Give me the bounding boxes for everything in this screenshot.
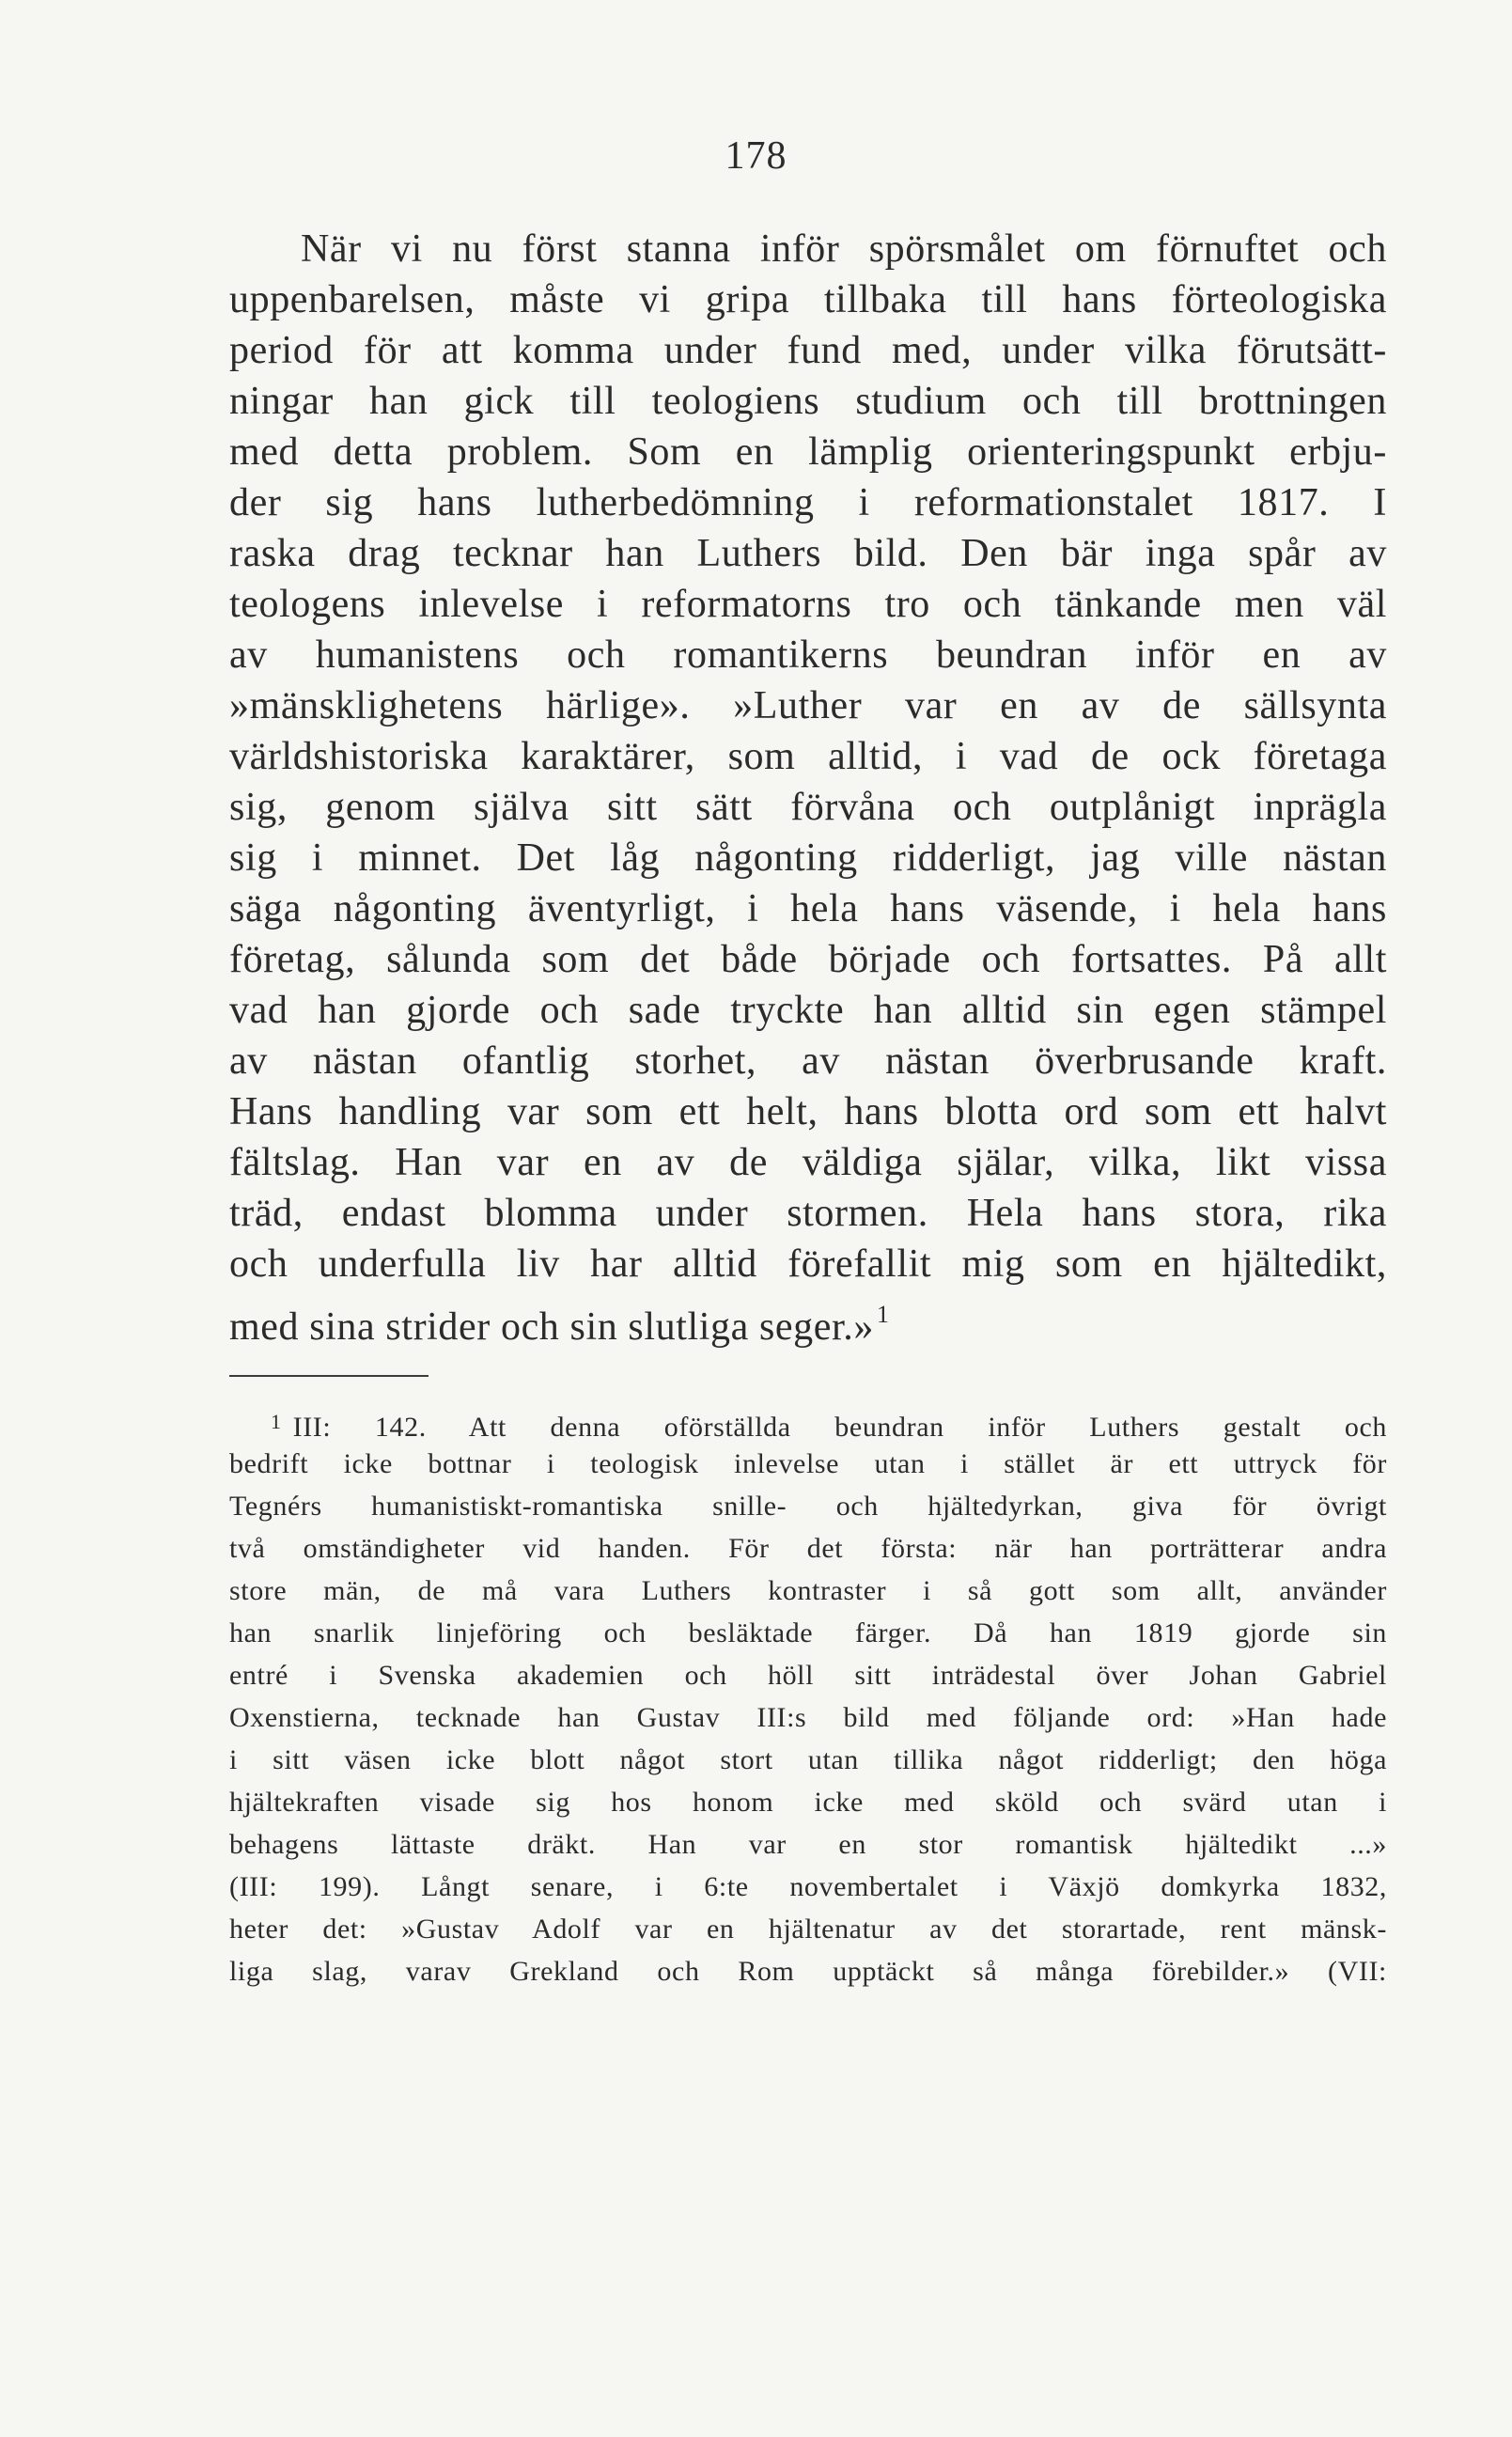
text-line: uppenbarelsen, måste vi gripa tillbaka till hans förteologiska bbox=[229, 278, 1387, 321]
text-line: teologens inlevelse i reformatorns tro och tänkande men väl bbox=[229, 583, 1387, 626]
text-line: med detta problem. Som en lämplig orienteringspunkt erbju- bbox=[229, 430, 1387, 474]
text-line: sig i minnet. Det låg någonting ridderligt, jag ville nästan bbox=[229, 836, 1387, 880]
footnote-line bbox=[229, 1400, 1387, 1443]
footnote-line: heter det: »Gustav Adolf var en hjältenatur av det storartade, rent mänsk- bbox=[229, 1914, 1387, 1945]
footnote-line: store män, de må vara Luthers kontraster i så gott som allt, använder bbox=[229, 1575, 1387, 1606]
footnote-line: han snarlik linjeföring och besläktade färger. Då han 1819 gjorde sin bbox=[229, 1617, 1387, 1648]
text-line: der sig hans lutherbedömning i reformationstalet 1817. I bbox=[229, 481, 1387, 524]
text-line: världshistoriska karaktärer, som alltid, i vad de ock företaga bbox=[229, 735, 1387, 778]
text-line: träd, endast blomma under stormen. Hela hans stora, rika bbox=[229, 1192, 1387, 1235]
text-line: fältslag. Han var en av de väldiga själar, vilka, likt vissa bbox=[229, 1141, 1387, 1184]
footnote-line: Oxenstierna, tecknade han Gustav III:s bild med följande ord: »Han hade bbox=[229, 1702, 1387, 1733]
footnote-line: entré i Svenska akademien och höll sitt inträdestal över Johan Gabriel bbox=[229, 1660, 1387, 1691]
text-line-content: med sina strider och sin slutliga seger.» bbox=[229, 1305, 874, 1349]
text-line: sig, genom själva sitt sätt förvåna och outplånigt inprägla bbox=[229, 786, 1387, 829]
footnote-line: Tegnérs humanistiskt-romantiska snille- och hjältedyrkan, giva för övrigt bbox=[229, 1491, 1387, 1522]
footnote-number: 1 bbox=[271, 1410, 282, 1433]
footnote-line: (III: 199). Långt senare, i 6:te novembertalet i Växjö domkyrka 1832, bbox=[229, 1871, 1387, 1902]
text-line: och underfulla liv har alltid förefallit mig som en hjältedikt, bbox=[229, 1242, 1387, 1286]
text-line: period för att komma under fund med, under vilka förutsätt- bbox=[229, 329, 1387, 372]
text-line: När vi nu först stanna inför spörsmålet om förnuftet och bbox=[301, 227, 1387, 271]
text-line: företag, sålunda som det både började och fortsattes. På allt bbox=[229, 938, 1387, 981]
footnote-line: bedrift icke bottnar i teologisk inlevelse utan i stället är ett uttryck för bbox=[229, 1448, 1387, 1479]
footnote-reference[interactable]: 1 bbox=[876, 1301, 890, 1328]
text-line: »mänsklighetens härlige». »Luther var en av de sällsynta bbox=[229, 684, 1387, 727]
text-line: säga någonting äventyrligt, i hela hans väsende, i hela hans bbox=[229, 887, 1387, 930]
text-line: Hans handling var som ett helt, hans blotta ord som ett halvt bbox=[229, 1090, 1387, 1133]
footnote-line: hjältekraften visade sig hos honom icke med sköld och svärd utan i bbox=[229, 1787, 1387, 1818]
text-line: av nästan ofantlig storhet, av nästan överbrusande kraft. bbox=[229, 1039, 1387, 1083]
main-text bbox=[229, 224, 1387, 1349]
footnote-line-content: III: 142. Att denna oförställda beundran inför Luthers gestalt och bbox=[292, 1412, 1387, 1443]
footnote-line: behagens lättaste dräkt. Han var en stor romantisk hjältedikt ...» bbox=[229, 1829, 1387, 1860]
text-line: ningar han gick till teologiens studium och till brottningen bbox=[229, 380, 1387, 423]
text-line: vad han gjorde och sade tryckte han alltid sin egen stämpel bbox=[229, 989, 1387, 1032]
text-line: raska drag tecknar han Luthers bild. Den bär inga spår av bbox=[229, 532, 1387, 575]
footnote-divider bbox=[229, 1375, 429, 1377]
footnote-line: liga slag, varav Grekland och Rom upptäckt så många förebilder.» (VII: bbox=[229, 1956, 1387, 1987]
page-number: 178 bbox=[725, 134, 787, 178]
footnote bbox=[229, 1400, 1387, 1992]
text-line: av humanistens och romantikerns beundran inför en av bbox=[229, 633, 1387, 677]
footnote-line: i sitt väsen icke blott något stort utan tillika något ridderligt; den höga bbox=[229, 1744, 1387, 1775]
footnote-line: två omständigheter vid handen. För det första: när han porträtterar andra bbox=[229, 1533, 1387, 1564]
text-line-last bbox=[229, 1289, 1387, 1349]
